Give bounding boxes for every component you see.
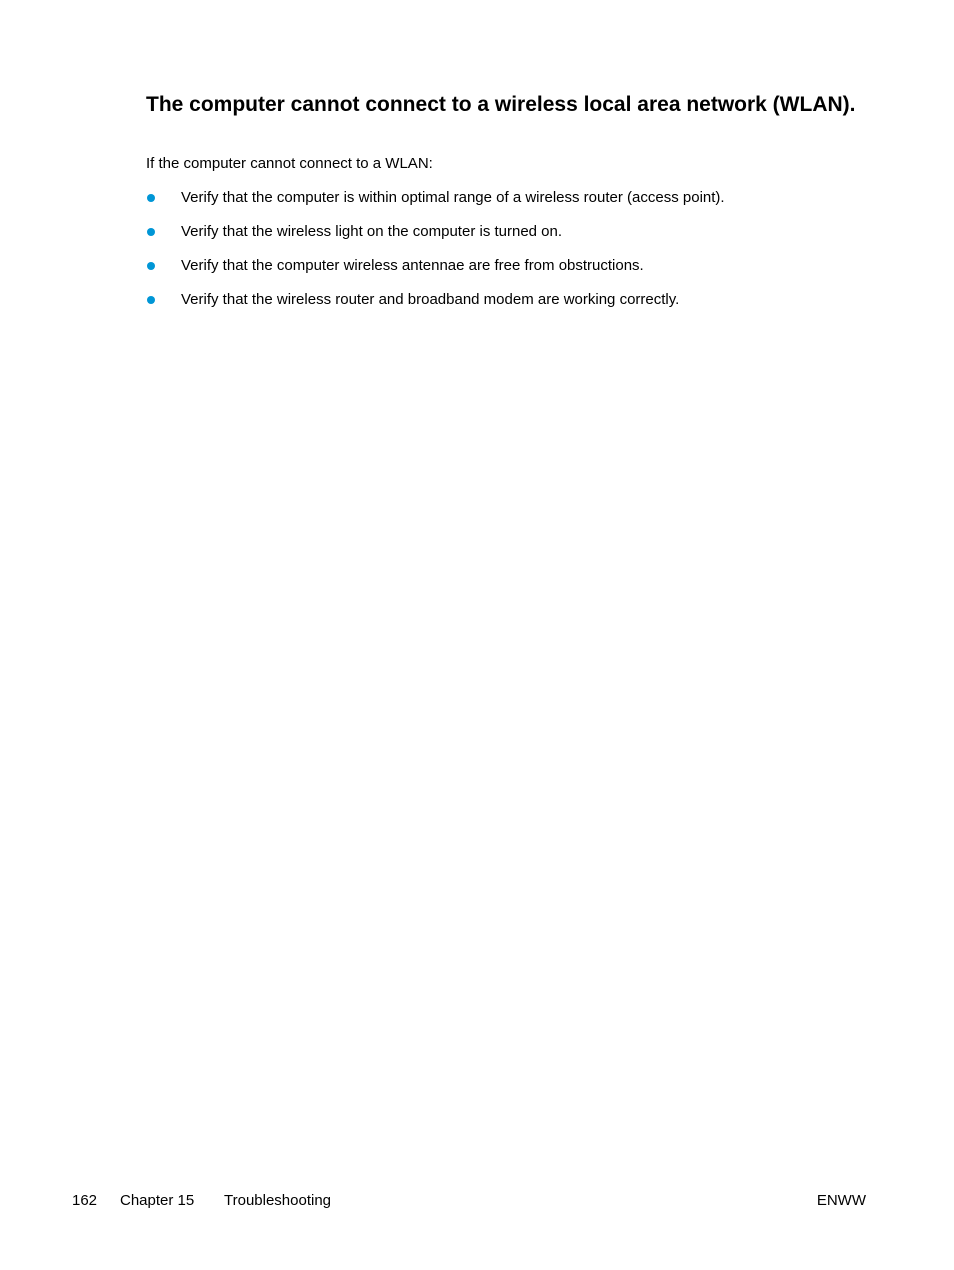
- footer-page-number: 162: [72, 1192, 98, 1209]
- bullet-icon: [147, 194, 155, 202]
- footer-language-code: ENWW: [816, 1192, 866, 1209]
- bullet-icon: [147, 228, 155, 236]
- bullet-icon: [147, 296, 155, 304]
- list-item: [146, 291, 866, 309]
- footer-chapter: Chapter 15: [120, 1192, 195, 1209]
- list-item: [146, 189, 866, 207]
- intro-text: If the computer cannot connect to a WLAN:: [146, 155, 433, 172]
- list-item-text: Verify that the computer is within optimal range of a wireless router (access point).: [181, 189, 725, 206]
- checklist: [146, 189, 866, 325]
- bullet-icon: [147, 262, 155, 270]
- list-item-text: Verify that the computer wireless antennae are free from obstructions.: [181, 257, 644, 274]
- list-item: [146, 223, 866, 241]
- footer-section-title: Troubleshooting: [224, 1192, 332, 1209]
- section-heading: The computer cannot connect to a wireless local area network (WLAN).: [146, 93, 856, 116]
- list-item-text: Verify that the wireless light on the computer is turned on.: [181, 223, 563, 240]
- list-item: [146, 257, 866, 275]
- list-item-text: Verify that the wireless router and broadband modem are working correctly.: [181, 291, 680, 308]
